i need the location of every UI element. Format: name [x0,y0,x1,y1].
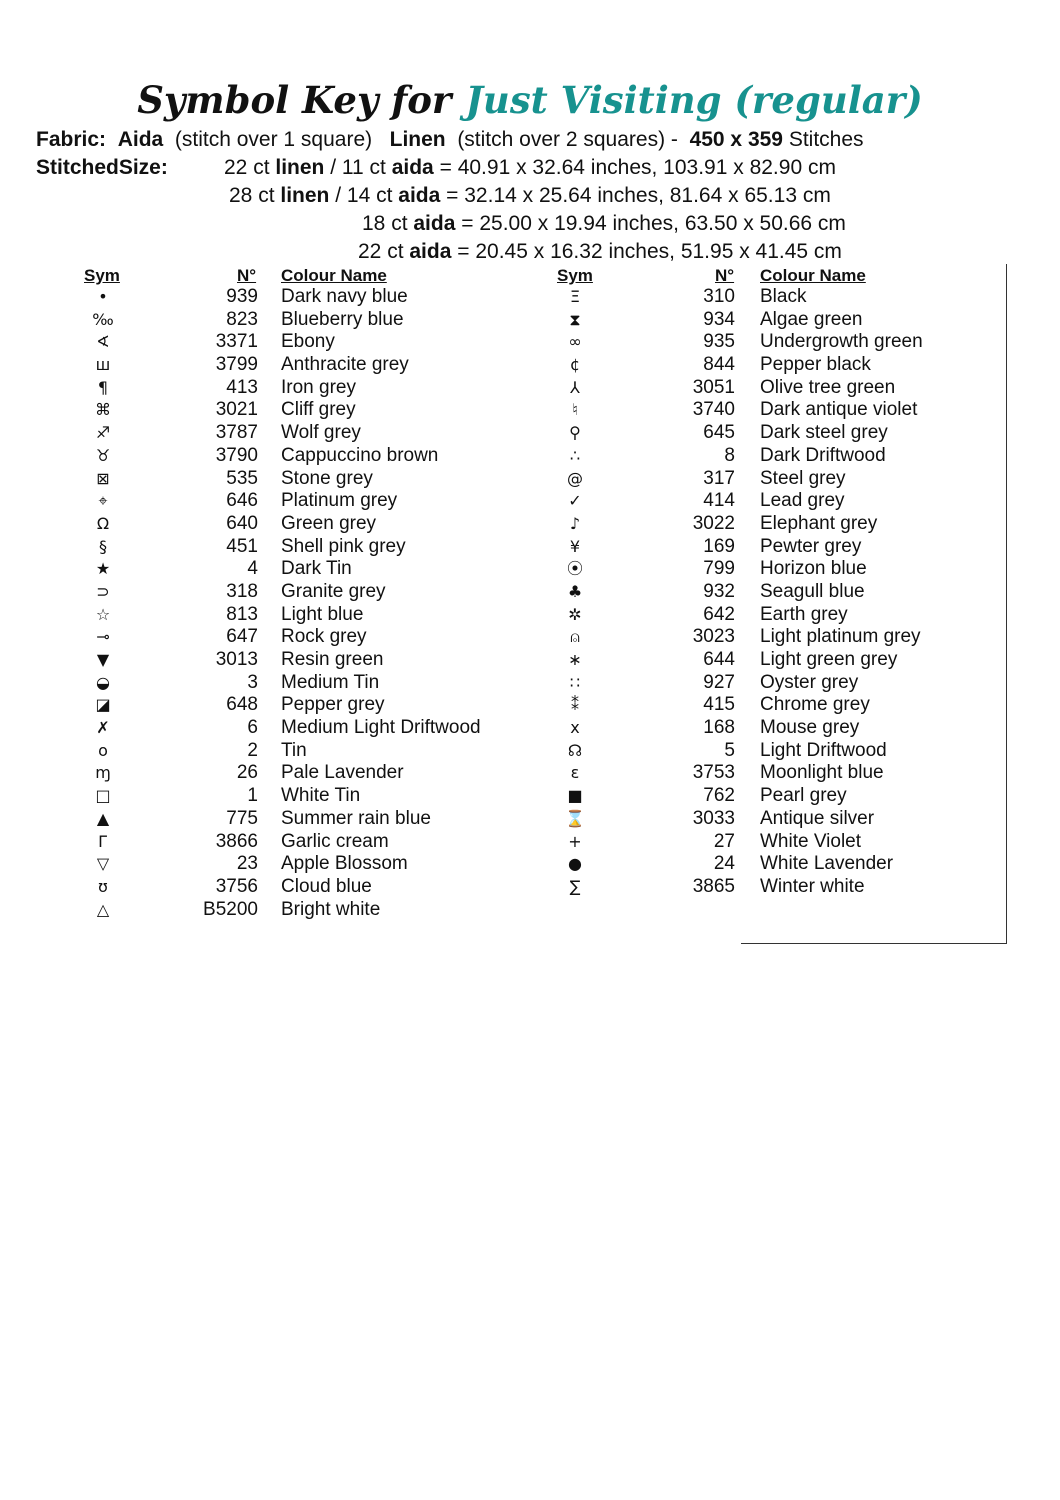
colour-name: Garlic cream [281,830,389,852]
symbol-row [0,422,1000,445]
fabric-linen-note: (stitch over 2 squares) - [457,128,678,151]
colour-name: Horizon blue [760,558,867,580]
symbol-glyph: ■ [567,786,583,806]
colour-number: 26 [236,762,258,784]
colour-number: 535 [226,467,258,489]
colour-name: Bright white [281,898,381,920]
symbol-row [0,490,1000,513]
count: / 11 ct [330,156,386,179]
pattern-name: Just Visiting (regular) [465,78,923,122]
colour-name: White Violet [760,830,862,852]
colour-name: Antique silver [760,807,875,829]
fabric-line [36,127,864,153]
symbol-glyph: ∷ [569,672,581,692]
colour-name: Ebony [281,331,335,353]
stitch-count: 450 x 359 [689,128,783,151]
symbol-row [0,468,1000,491]
symbol-row [0,876,1000,899]
symbol-glyph: x [570,718,580,738]
colour-name: Anthracite grey [281,354,409,376]
fabric-linen: Linen [389,128,446,151]
symbol-glyph: ⚲ [569,423,581,443]
symbol-row [0,331,1000,354]
colour-name: Pewter grey [760,535,862,557]
symbol-glyph: ♣ [567,581,583,601]
colour-number: 775 [226,807,258,829]
symbol-glyph: ♪ [569,513,581,533]
symbol-row [0,785,1000,808]
fabric-aida: Aida [117,128,164,151]
symbol-glyph: ⊸ [96,627,110,647]
symbol-glyph: ∑ [569,876,581,896]
symbol-glyph: ★ [95,559,111,579]
colour-number: 3790 [215,444,258,466]
symbol-glyph: ⍝ [570,627,580,647]
symbol-glyph: ♉ [95,445,111,465]
symbol-row [0,649,1000,672]
colour-name: Moonlight blue [760,762,884,784]
header-num-left: N° [237,266,257,285]
colour-number: 762 [703,785,735,807]
stitched-line-3 [362,211,846,237]
fabric: aida [409,240,452,263]
symbol-glyph: ∗ [568,650,582,669]
symbol-glyph: ∞ [568,332,582,352]
symbol-glyph: § [99,536,107,556]
colour-number: 23 [236,853,258,875]
colour-name: Seagull blue [760,580,865,602]
colour-name: Medium Tin [281,671,380,693]
frame-bottom-border [741,943,1007,944]
colour-number: 169 [703,535,735,557]
header-sym-right: Sym [557,266,593,285]
colour-number: 3371 [215,331,258,353]
symbol-row [0,558,1000,581]
colour-name: Dark navy blue [281,286,408,307]
symbol-row [0,626,1000,649]
fabric-aida-note: (stitch over 1 square) [174,128,373,151]
symbol-glyph: Г [98,831,108,851]
colour-name: Lead grey [760,490,845,512]
colour-number: 934 [703,308,735,330]
colour-number: 3 [247,671,258,693]
colour-name: Olive tree green [760,376,896,398]
size: = 20.45 x 16.32 inches, 51.95 x 41.45 cm [457,240,842,263]
header-sym-left: Sym [84,266,120,285]
count: 22 ct [224,156,270,179]
colour-number: 2 [247,739,258,761]
colour-name: Black [760,286,807,307]
symbol-glyph: ♐ [95,423,111,443]
page-title [0,78,1060,122]
colour-name: White Lavender [760,853,894,875]
symbol-row [0,604,1000,627]
symbol-glyph: ∴ [569,445,581,465]
fabric: linen [275,156,325,179]
colour-number: 1 [247,785,258,807]
colour-number: 642 [703,603,735,625]
colour-number: 3799 [215,354,258,376]
colour-name: Blueberry blue [281,308,404,330]
symbol-glyph: Ω [96,513,110,533]
colour-name: Winter white [760,875,865,897]
symbol-glyph: ▲ [96,808,110,828]
colour-name: Tin [281,739,307,761]
colour-name: White Tin [281,785,361,807]
colour-number: 3013 [215,649,258,670]
symbol-glyph: o [98,740,108,760]
symbol-glyph: ✓ [568,491,582,511]
colour-name: Light blue [281,603,364,625]
colour-number: 8 [724,444,735,466]
symbol-glyph: ⊃ [96,581,110,601]
colour-name: Platinum grey [281,490,398,512]
symbol-row [0,740,1000,763]
symbol-glyph: ☊ [567,740,583,760]
stitch-unit: Stitches [788,128,864,151]
stitched-line-2 [229,183,831,209]
symbol-row [0,694,1000,717]
colour-name: Oyster grey [760,671,859,693]
title-prefix: Symbol Key for [137,78,452,122]
symbol-row [0,717,1000,740]
stitched-label-line [36,155,168,181]
count: / 14 ct [335,184,393,207]
symbol-glyph: ш [95,355,111,375]
symbol-row [0,853,1000,876]
colour-name: Dark Tin [281,558,352,580]
colour-number: 939 [226,286,258,307]
symbol-glyph: ▽ [96,854,110,874]
colour-number: 648 [226,694,258,716]
colour-number: 3023 [692,626,735,648]
colour-name: Cloud blue [281,875,372,897]
symbol-glyph: ⅄ [570,377,580,397]
count: 18 ct [362,212,408,235]
colour-name: Pepper grey [281,694,385,716]
colour-number: 168 [703,717,735,739]
colour-name: Light green grey [760,649,898,670]
colour-number: 799 [703,558,735,580]
size: = 25.00 x 19.94 inches, 63.50 x 50.66 cm [461,212,846,235]
symbol-row [0,513,1000,536]
colour-name: Chrome grey [760,694,870,716]
stitched-label: StitchedSize: [36,156,168,179]
colour-number: 5 [724,739,735,761]
fabric: aida [398,184,441,207]
symbol-glyph: ¥ [569,536,581,556]
colour-number: 413 [226,376,258,398]
colour-number: 318 [226,580,258,602]
symbol-row [0,354,1000,377]
colour-number: 317 [703,467,735,489]
symbol-row [0,286,1000,309]
fabric: aida [391,156,434,179]
colour-name: Green grey [281,512,377,534]
colour-number: 4 [247,558,258,580]
size: = 40.91 x 32.64 inches, 103.91 x 82.90 cm [439,156,836,179]
symbol-row [0,762,1000,785]
colour-number: 3740 [692,399,735,421]
colour-name: Cliff grey [281,399,356,421]
colour-name: Medium Light Driftwood [281,717,481,739]
colour-number: 645 [703,422,735,444]
symbol-row [0,445,1000,468]
symbol-glyph: □ [95,786,111,806]
colour-number: 415 [703,694,735,716]
count: 28 ct [229,184,275,207]
colour-name: Dark steel grey [760,422,888,444]
colour-number: 647 [226,626,258,648]
colour-number: 3021 [215,399,258,421]
fabric: aida [413,212,456,235]
symbol-glyph: ⌛ [565,808,585,828]
symbol-glyph: ✗ [96,718,110,738]
colour-name: Dark antique violet [760,399,918,421]
symbol-glyph: ♮ [572,400,578,420]
colour-name: Pale Lavender [281,762,404,784]
stitched-line-4 [358,239,842,265]
colour-number: 3022 [692,512,735,534]
symbol-glyph: ◒ [96,672,110,692]
colour-name: Mouse grey [760,717,860,739]
colour-number: 3033 [692,807,735,829]
symbol-glyph: ◪ [95,695,111,715]
colour-name: Stone grey [281,467,373,489]
symbol-glyph: ⌘ [95,400,111,420]
symbol-glyph: + [568,831,582,851]
symbol-glyph: ε [570,763,580,783]
symbol-glyph: ʊ [98,876,108,896]
colour-number: 813 [226,603,258,625]
symbol-row [0,581,1000,604]
colour-name: Pepper black [760,354,871,376]
symbol-glyph: ● [568,854,582,874]
frame-right-border [1006,264,1007,944]
colour-number: 935 [703,331,735,353]
symbol-glyph: ⧗ [569,309,581,329]
colour-number: 3787 [215,422,258,444]
colour-name: Steel grey [760,467,846,489]
count: 22 ct [358,240,404,263]
symbol-row [0,899,520,922]
stitched-line-1 [224,155,836,181]
colour-number: 451 [226,535,258,557]
symbol-glyph: ▼ [96,650,110,669]
fabric: linen [280,184,330,207]
colour-name: Dark Driftwood [760,444,886,466]
colour-number: 24 [713,853,735,875]
header-num-right: N° [715,266,735,285]
symbol-glyph: ✲ [568,604,582,624]
colour-name: Granite grey [281,580,386,602]
colour-name: Resin green [281,649,384,670]
symbol-glyph: • [98,287,108,306]
colour-name: Light Driftwood [760,739,887,761]
colour-name: Apple Blossom [281,853,408,875]
header-name-right: Colour Name [760,266,866,285]
symbol-row [0,309,1000,332]
colour-name: Wolf grey [281,422,361,444]
symbol-glyph: ☆ [95,604,111,624]
colour-number: 644 [703,649,735,670]
colour-name: Light platinum grey [760,626,921,648]
symbol-glyph: ‰ [92,309,114,329]
colour-name: Undergrowth green [760,331,923,353]
colour-number: 3866 [215,830,258,852]
symbol-glyph: ɱ [95,763,111,783]
colour-number: 3051 [692,376,735,398]
symbol-row [0,536,1000,559]
symbol-glyph: ¢ [569,355,581,375]
colour-name: Rock grey [281,626,367,648]
symbol-glyph: ⁑ [571,695,579,715]
colour-number: 3756 [215,875,258,897]
symbol-glyph: @ [567,468,583,488]
symbol-glyph: △ [96,899,110,919]
colour-number: 310 [703,286,735,307]
colour-name: Cappuccino brown [281,444,439,466]
symbol-row [0,808,1000,831]
colour-name: Pearl grey [760,785,847,807]
symbol-glyph: ⌖ [98,491,108,511]
colour-name: Shell pink grey [281,535,406,557]
symbol-glyph: Ξ [569,287,581,306]
colour-number: 414 [703,490,735,512]
colour-number: 927 [703,671,735,693]
symbol-row [0,377,1000,400]
fabric-label: Fabric: [36,128,107,151]
colour-number: B5200 [203,898,258,920]
colour-number: 3865 [692,875,735,897]
colour-number: 932 [703,580,735,602]
colour-number: 844 [703,354,735,376]
colour-number: 6 [247,717,258,739]
symbol-glyph: ⊠ [96,468,110,488]
symbol-glyph: ∢ [96,332,110,352]
size: = 32.14 x 25.64 inches, 81.64 x 65.13 cm [446,184,831,207]
colour-number: 646 [226,490,258,512]
colour-name: Iron grey [281,376,356,398]
colour-name: Algae green [760,308,863,330]
colour-number: 823 [226,308,258,330]
symbol-glyph: ⦿ [566,559,583,579]
colour-number: 27 [713,830,735,852]
symbol-glyph: ¶ [97,377,109,397]
header-name-left: Colour Name [281,266,387,285]
colour-name: Elephant grey [760,512,878,534]
colour-name: Earth grey [760,603,848,625]
colour-name: Summer rain blue [281,807,431,829]
colour-number: 640 [226,512,258,534]
symbol-list-right [0,286,1000,899]
symbol-row [0,672,1000,695]
symbol-row [0,399,1000,422]
symbol-row [0,831,1000,854]
colour-number: 3753 [692,762,735,784]
